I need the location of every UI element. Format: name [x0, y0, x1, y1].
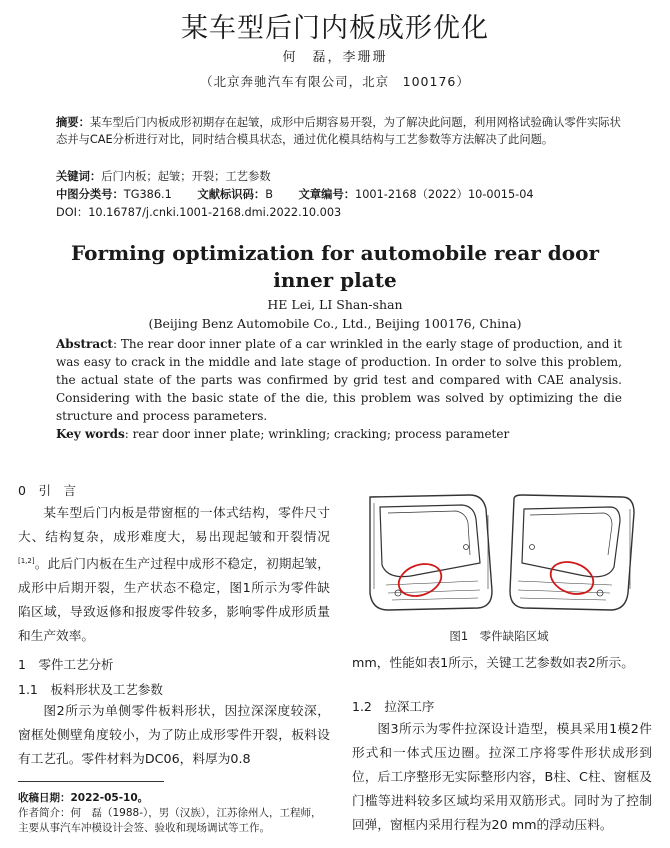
title-en-line2: inner plate	[273, 268, 397, 292]
abstract-cn	[56, 114, 624, 148]
section-1-1-body: 图2所示为单侧零件板料形状，因拉深深度较深，窗框处侧壁角度较小，为了防止成形零件开裂，板料设有工艺孔。零件材料为DC06，料厚为0.8	[18, 703, 330, 766]
footnote-rule	[18, 781, 164, 782]
defect-circle-icon	[394, 558, 446, 601]
keywords-cn-text: 后门内板；起皱；开裂；工艺参数	[101, 170, 271, 183]
section-0-heading: 0 引 言	[18, 483, 76, 498]
abstract-en-label: Abstract	[56, 337, 113, 351]
authors-en: HE Lei, LI Shan-shan	[267, 297, 403, 312]
title-cn: 某车型后门内板成形优化	[181, 13, 489, 44]
section-1-1-heading: 1.1 板料形状及工艺参数	[18, 682, 163, 697]
section-1-2-heading: 1.2 拉深工序	[352, 699, 435, 714]
intro-reference: [1,2]	[18, 557, 35, 565]
affiliation-en: (Beijing Benz Automobile Co., Ltd., Beijing 100176, China)	[148, 316, 522, 331]
affiliation-cn: （北京奔驰汽车有限公司，北京 100176）	[200, 74, 470, 89]
abstract-en	[56, 335, 622, 425]
title-en	[0, 240, 670, 294]
intro-paragraph	[18, 501, 330, 648]
received-date: 收稿日期：2022-05-10。	[18, 792, 149, 804]
author-note: 作者简介：何 磊（1988-），男（汉族），江苏徐州人，工程师，主要从事汽车冲模设计会签、验收和现场调试等工作。	[18, 807, 322, 834]
keywords-en-label: Key words	[56, 427, 125, 441]
abstract-cn-text: 某车型后门内板成形初期存在起皱，成形中后期容易开裂，为了解决此问题，利用网格试验确认零件实际状态并与CAE分析进行对比，同时结合模具状态，通过优化模具结构与工艺参数等方法解决了此问题。	[56, 116, 621, 146]
figure-1-image	[358, 489, 640, 619]
figure-1	[358, 489, 640, 619]
doc-code-label: 文献标识码：	[197, 188, 266, 201]
clc-value: TG386.1	[123, 188, 172, 201]
classification-line	[56, 186, 624, 203]
section-1-heading: 1 零件工艺分析	[18, 657, 114, 672]
keywords-en-text: : rear door inner plate; wrinkling; cracking; process parameter	[124, 427, 510, 441]
authors-cn: 何 磊，李珊珊	[282, 50, 388, 65]
section-1-2-body: 图3所示为零件拉深设计造型，模具采用1模2件形式和一体式压边圈。拉深工序将零件形状成形到位，后工序整形无实际整形内容，B柱、C柱、窗框及门槛等进料较多区域均采用双筋形式。同时为了控制回弹，窗框内采用行程为20 mm的浮动压料。	[352, 721, 652, 832]
doi: DOI：10.16787/j.cnki.1001-2168.dmi.2022.10.003	[56, 206, 342, 219]
keywords-cn-label: 关键词：	[56, 170, 102, 183]
door-inner-panel-left-image	[370, 495, 492, 610]
clc-label: 中图分类号：	[56, 188, 124, 201]
defect-circle-icon	[546, 556, 598, 599]
abstract-en-text: : The rear door inner plate of a car wrinkled in the early stage of production, and it was easy to crack in the middle and late stage of production. In order to solve this problem, the actual state of the parts was confirmed by grid test and compared with CAE analysis. Considering with the basic state of the die, this problem was solved by optimizing the die structure and process parameters.	[56, 337, 622, 423]
abstract-cn-label: 摘要：	[56, 116, 90, 129]
article-no-value: 1001-2168（2022）10-0015-04	[355, 188, 534, 201]
doc-code-value: B	[265, 188, 273, 201]
figure-1-caption: 图1 零件缺陷区域	[449, 629, 549, 643]
keywords-en	[56, 427, 622, 441]
article-no-label: 文章编号：	[298, 188, 356, 201]
title-en-line1: Forming optimization for automobile rear door	[71, 241, 599, 265]
keywords-cn	[56, 168, 624, 185]
section-1-1-continuation: mm，性能如表1所示，关键工艺参数如表2所示。	[352, 655, 634, 670]
intro-text-2: 。此后门内板在生产过程中成形不稳定，初期起皱，成形中后期开裂，生产状态不稳定，图1所示为零件缺陷区域，导致返修和报废零件较多，影响零件成形质量和生产效率。	[18, 556, 330, 644]
intro-text-1: 某车型后门内板是带窗框的一体式结构，零件尺寸大、结构复杂，成形难度大，易出现起皱和开裂情况	[18, 505, 330, 544]
